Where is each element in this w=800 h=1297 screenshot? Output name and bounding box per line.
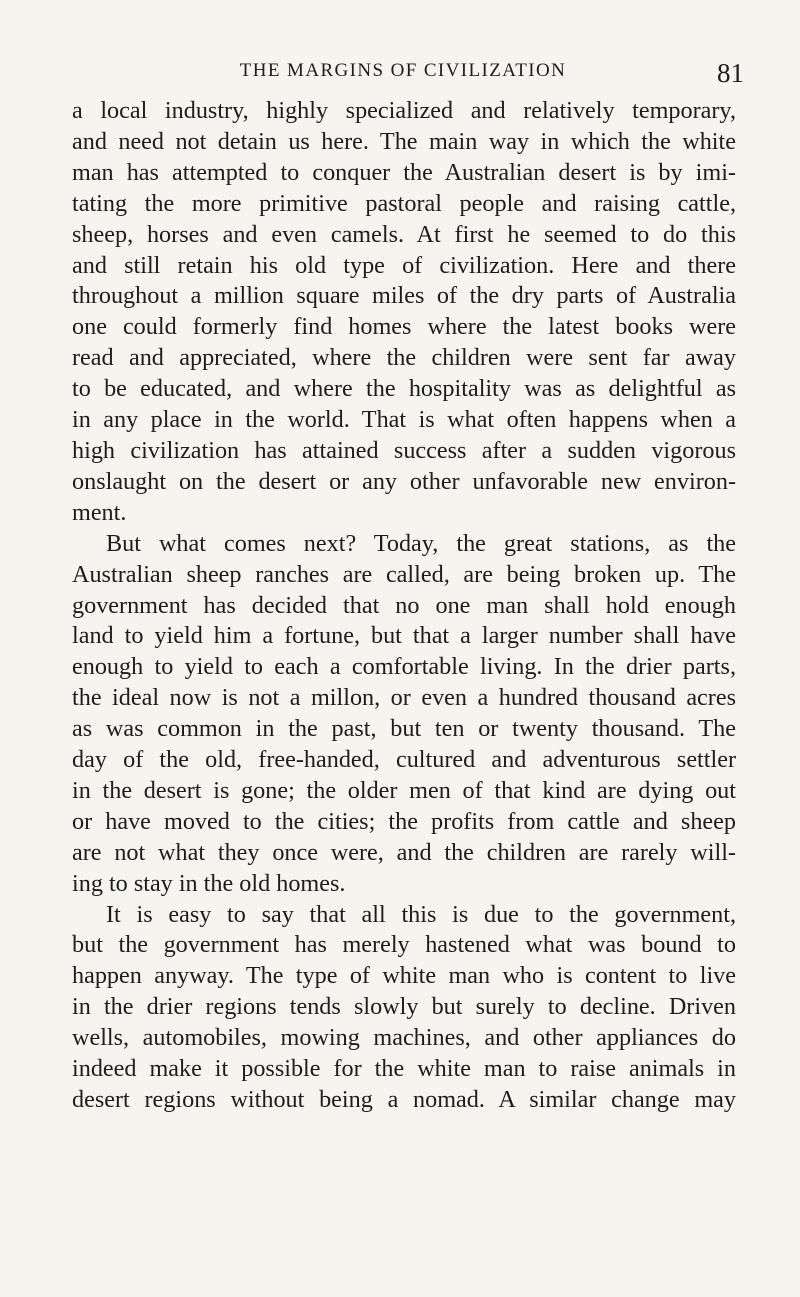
text-line: It is easy to say that all this is due to the government, (106, 900, 736, 928)
page-number: 81 (717, 58, 744, 88)
text-line: indeed make it possible for the white man to raise animals in (72, 1055, 736, 1083)
text-line: read and appreciated, where the children were sent far away (72, 344, 736, 372)
text-line: sheep, horses and even camels. At first he seemed to do this (72, 220, 736, 248)
text-line: day of the old, free-handed, cultured and adventurous settler (72, 746, 736, 774)
text-line: high civilization has attained success after a sudden vigorous (72, 436, 736, 464)
text-line: onslaught on the desert or any other unfavorable new environ- (72, 467, 736, 495)
body-text (72, 96, 736, 1116)
paragraph-3 (72, 900, 736, 1116)
text-line: desert regions without being a nomad. A similar change may (72, 1086, 736, 1113)
text-line: in the desert is gone; the older men of that kind are dying out (72, 776, 736, 804)
paragraph-1 (72, 96, 736, 529)
text-line: man has attempted to conquer the Australian desert is by imi- (72, 158, 736, 186)
text-line: throughout a million square miles of the dry parts of Australia (72, 282, 736, 310)
text-line: happen anyway. The type of white man who is content to live (72, 962, 736, 990)
text-line: land to yield him a fortune, but that a larger number shall have (72, 622, 736, 650)
text-line: government has decided that no one man shall hold enough (72, 591, 736, 619)
text-line: tating the more primitive pastoral people and raising cattle, (72, 189, 736, 217)
text-line: in any place in the world. That is what often happens when a (72, 406, 736, 434)
text-line: the ideal now is not a millon, or even a hundred thousand acres (72, 684, 736, 712)
running-title: THE MARGINS OF CIVILIZATION (239, 60, 567, 81)
text-line: as was common in the past, but ten or twenty thousand. The (72, 715, 736, 743)
paragraph-2 (72, 529, 736, 900)
text-line: but the government has merely hastened what was bound to (72, 931, 736, 959)
text-line: or have moved to the cities; the profits from cattle and sheep (72, 807, 736, 835)
text-line: in the drier regions tends slowly but surely to decline. Driven (72, 993, 736, 1021)
text-line: ing to stay in the old homes. (72, 869, 346, 897)
text-line: But what comes next? Today, the great stations, as the (106, 529, 736, 557)
text-line: and still retain his old type of civilization. Here and there (72, 251, 736, 279)
text-line: enough to yield to each a comfortable living. In the drier parts, (72, 653, 736, 681)
text-line: one could formerly find homes where the latest books were (72, 313, 736, 341)
text-line: ment. (72, 498, 127, 526)
text-line: and need not detain us here. The main way in which the white (72, 127, 736, 155)
text-line: are not what they once were, and the children are rarely will- (72, 838, 736, 866)
running-head (72, 58, 744, 88)
text-line: to be educated, and where the hospitality was as delightful as (72, 375, 736, 403)
text-line: Australian sheep ranches are called, are being broken up. The (72, 560, 736, 588)
text-line: a local industry, highly specialized and relatively temporary, (72, 97, 736, 124)
text-line: wells, automobiles, mowing machines, and other appliances do (72, 1024, 736, 1052)
